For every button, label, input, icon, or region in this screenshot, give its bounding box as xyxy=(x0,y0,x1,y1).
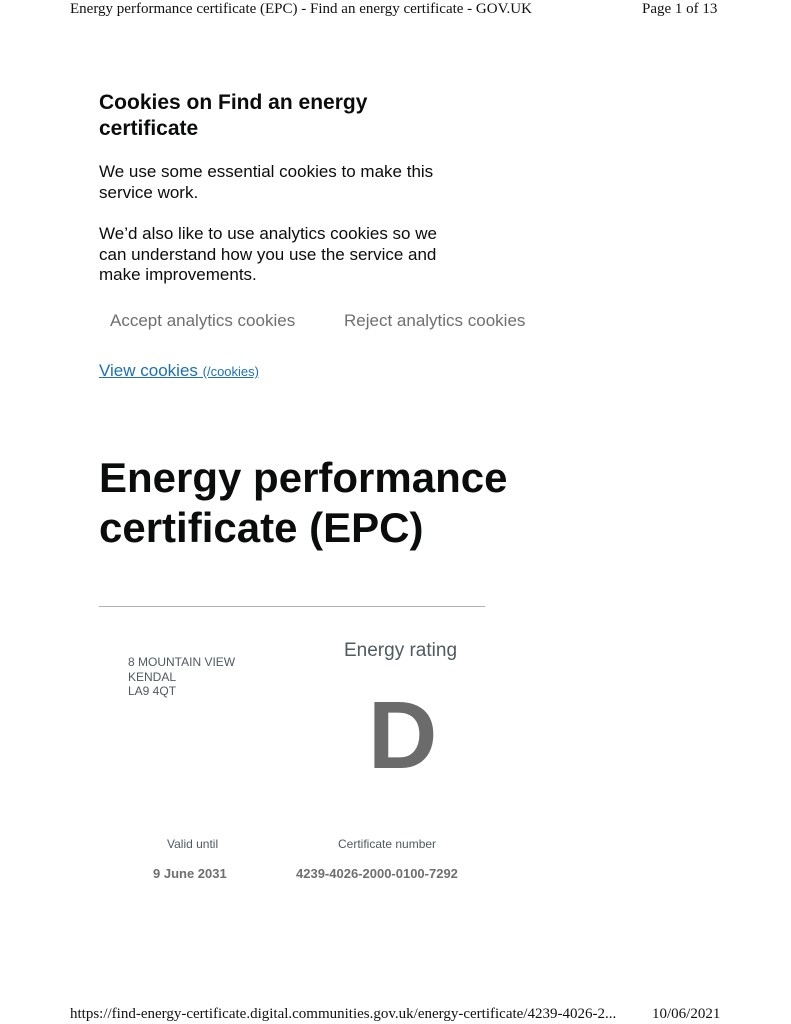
print-header xyxy=(0,0,791,22)
print-footer-date: 10/06/2021 xyxy=(652,1006,721,1022)
certificate-number-label: Certificate number xyxy=(338,837,437,851)
cookie-banner xyxy=(99,90,569,380)
print-footer-url: https://find-energy-certificate.digital.communities.gov.uk/energy-certificate/4239-4026-2... xyxy=(70,1006,617,1022)
address-line-town: KENDAL xyxy=(128,669,177,684)
address-line-postcode: LA9 4QT xyxy=(128,684,177,698)
valid-until-value: 9 June 2031 xyxy=(153,866,227,881)
view-cookies-link[interactable] xyxy=(99,361,259,381)
reject-analytics-cookies-button[interactable]: Reject analytics cookies xyxy=(344,310,526,330)
accept-analytics-cookies-button[interactable]: Accept analytics cookies xyxy=(110,310,296,330)
address-line-street: 8 MOUNTAIN VIEW xyxy=(128,655,236,669)
cookie-banner-analytics-text: We’d also like to use analytics cookies so we can understand how you use the service and make improvements. xyxy=(99,224,437,284)
view-cookies-link-text: View cookies xyxy=(99,361,198,380)
energy-rating-label: Energy rating xyxy=(344,640,458,661)
energy-rating-letter: D xyxy=(368,682,438,789)
print-header-title: Energy performance certificate (EPC) - Find an energy certificate - GOV.UK xyxy=(70,1,532,17)
valid-until-label: Valid until xyxy=(167,837,219,851)
cookie-banner-essential-text: We use some essential cookies to make this service work. xyxy=(99,162,434,202)
view-cookies-link-href: (/cookies) xyxy=(202,364,259,379)
print-header-page-number: Page 1 of 13 xyxy=(642,1,718,17)
cookie-banner-heading: Cookies on Find an energy certificate xyxy=(99,91,368,140)
page-title: Energy performance certificate (EPC) xyxy=(99,454,508,551)
section-divider xyxy=(99,606,485,607)
property-address xyxy=(128,655,235,699)
cookie-banner-button-group xyxy=(99,311,569,335)
print-footer xyxy=(0,1006,791,1024)
certificate-number-value: 4239-4026-2000-0100-7292 xyxy=(296,866,458,881)
